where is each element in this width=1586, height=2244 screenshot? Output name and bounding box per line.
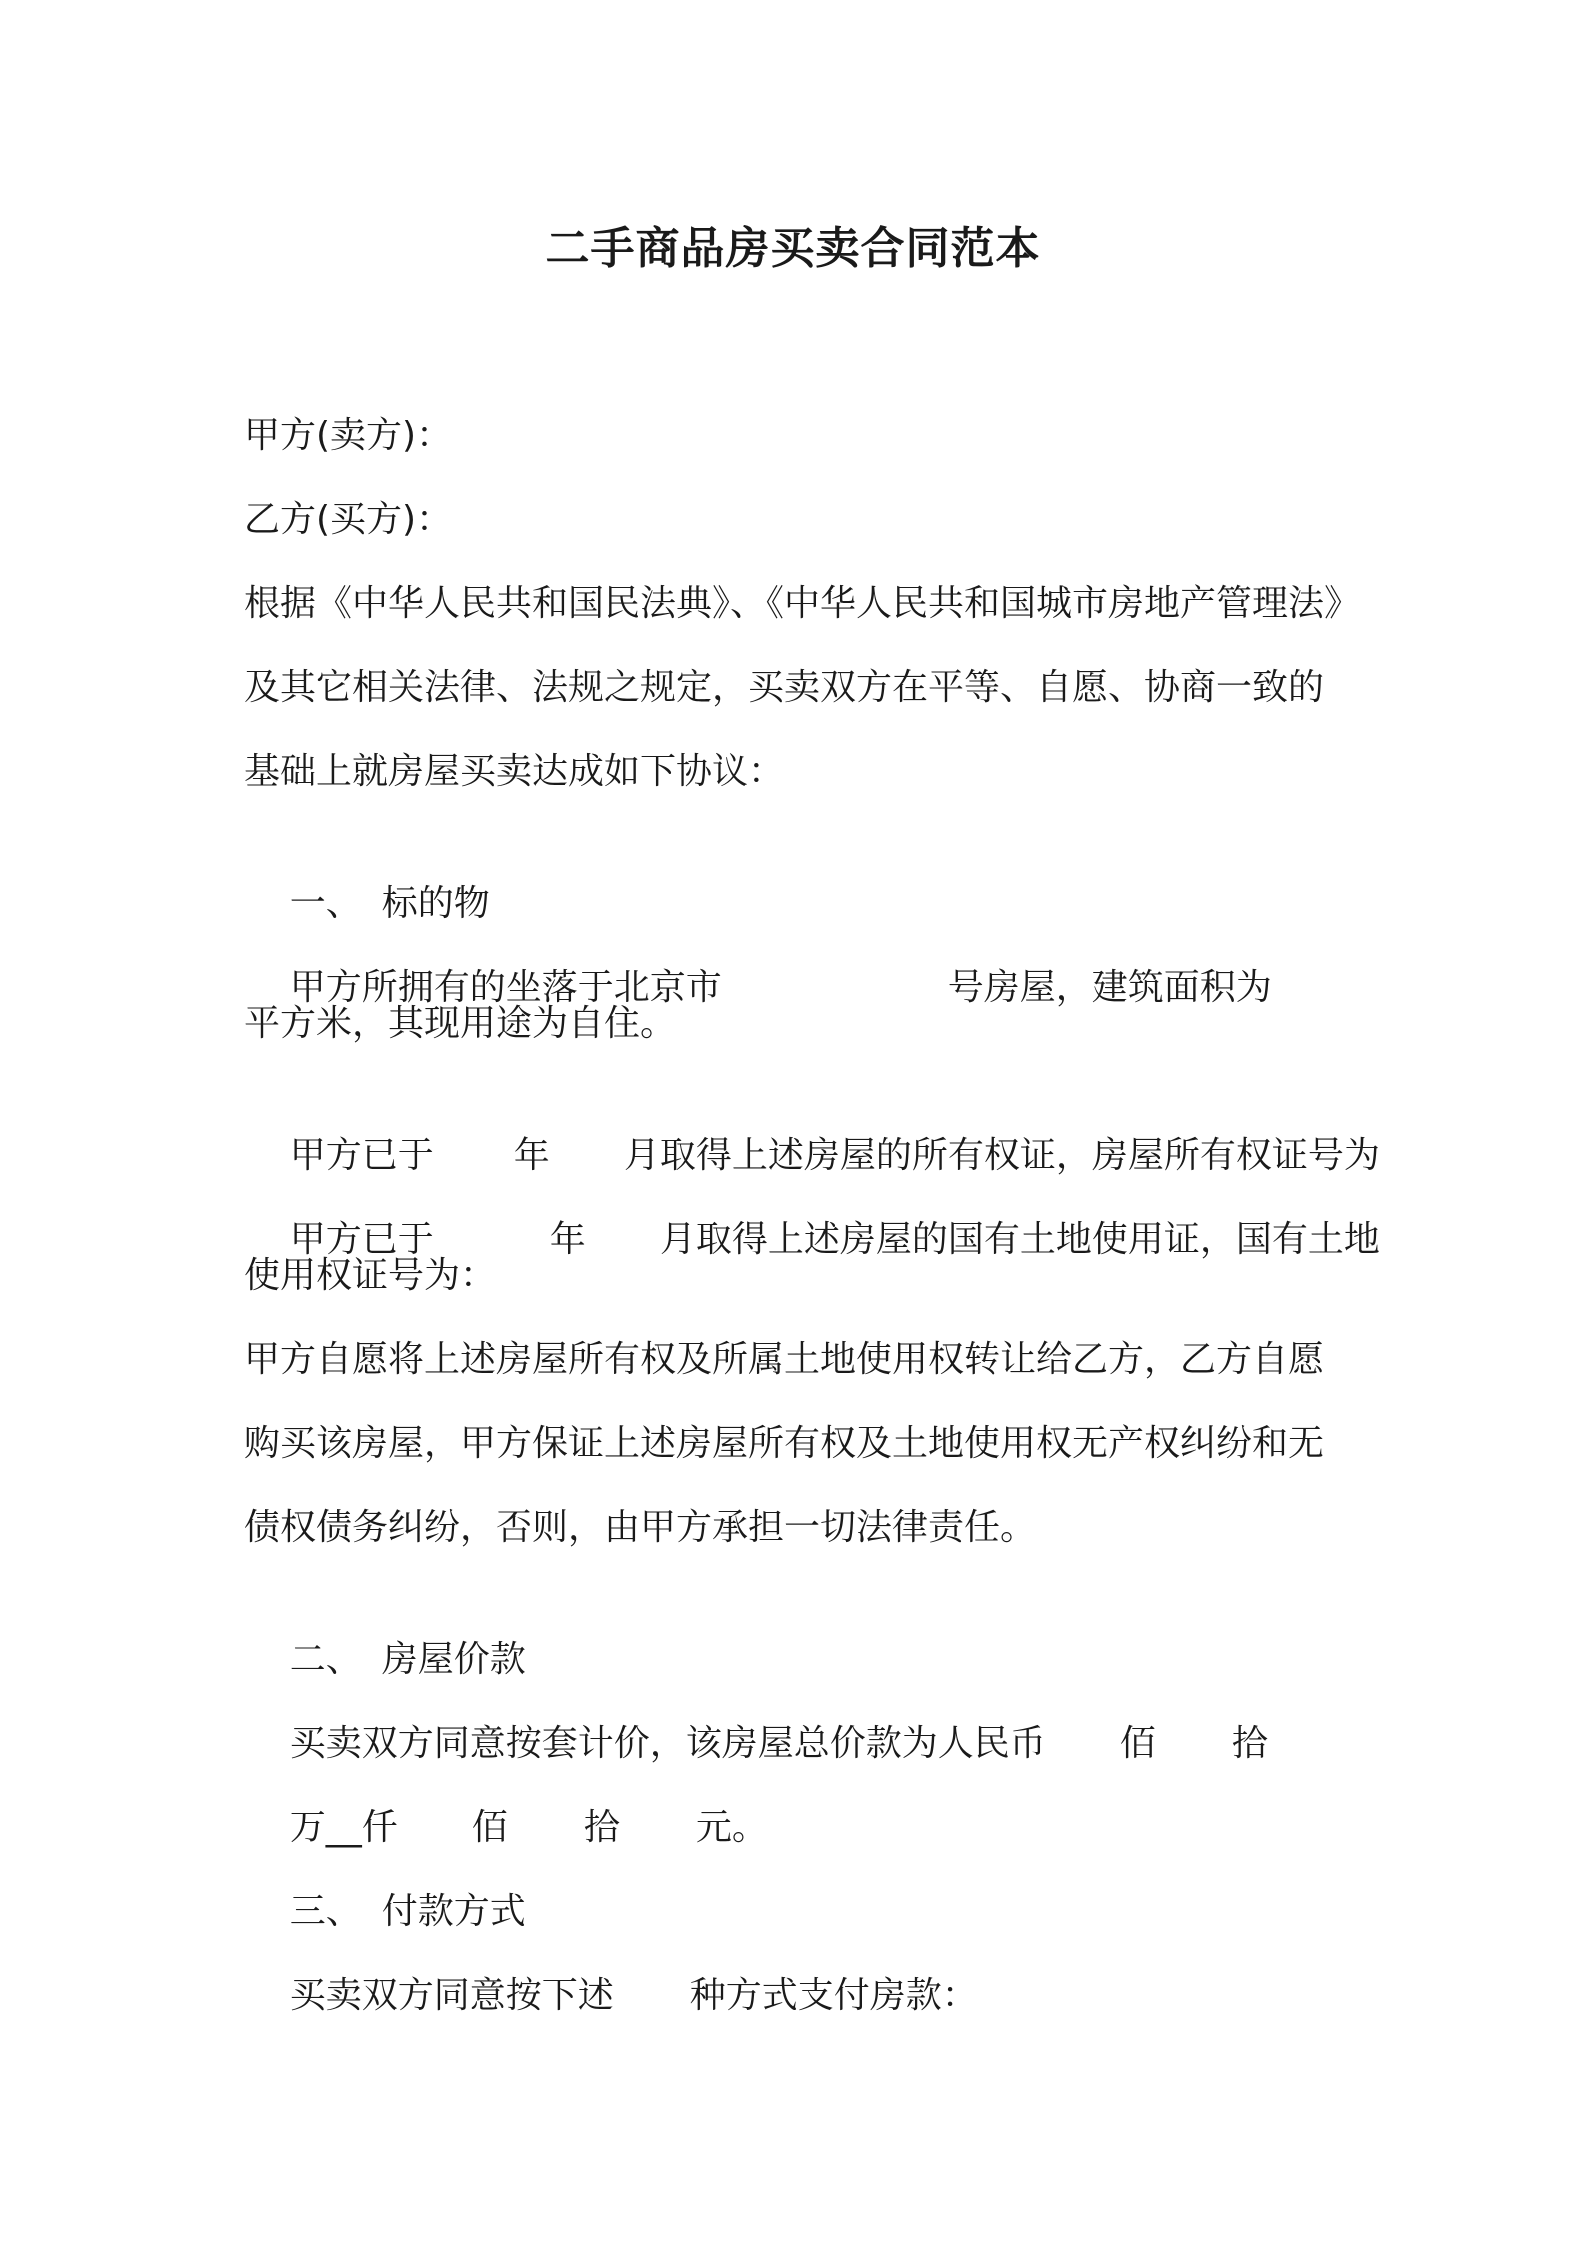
intro-line-3: 基础上就房屋买卖达成如下协议： bbox=[244, 751, 785, 792]
s1-text: 月取得上述房屋的国有土地使用证，国有土地 bbox=[659, 1219, 1380, 1260]
s2-text: 拾 bbox=[1231, 1723, 1268, 1764]
section-1-title: 标的物 bbox=[381, 883, 490, 924]
s2-text: 买卖双方同意按套计价，该房屋总价款为人民币 bbox=[289, 1723, 1046, 1764]
s2-text: 元。 bbox=[695, 1807, 768, 1848]
section-3-number: 三、 bbox=[289, 1891, 362, 1932]
s1-text: 年 bbox=[513, 1135, 550, 1176]
s1-line-2: 平方米，其现用途为自住。 bbox=[244, 1003, 677, 1044]
section-3-title: 付款方式 bbox=[381, 1891, 526, 1932]
s1-text: 月取得上述房屋的所有权证，房屋所有权证号为 bbox=[623, 1135, 1380, 1176]
s3-text: 种方式支付房款： bbox=[689, 1975, 978, 2016]
section-2-title: 房屋价款 bbox=[381, 1639, 526, 1680]
s1-text: 号房屋，建筑面积为 bbox=[947, 967, 1272, 1008]
s2-text: 拾 bbox=[583, 1807, 620, 1848]
section-1-number: 一、 bbox=[289, 883, 362, 924]
s1-line-8: 债权债务纠纷，否则，由甲方承担一切法律责任。 bbox=[244, 1507, 1037, 1548]
s3-text: 买卖双方同意按下述 bbox=[289, 1975, 614, 2016]
s2-text: 万__仟 bbox=[289, 1807, 398, 1848]
section-2-number: 二、 bbox=[289, 1639, 362, 1680]
seller-label: 甲方(卖方)： bbox=[244, 415, 453, 456]
document-title: 二手商品房买卖合同范本 bbox=[545, 223, 1041, 274]
intro-line-1: 根据《中华人民共和国民法典》、《中华人民共和国城市房地产管理法》 bbox=[244, 583, 1361, 624]
s2-text: 佰 bbox=[471, 1807, 508, 1848]
s1-text: 年 bbox=[549, 1219, 586, 1260]
s1-line-5: 使用权证号为： bbox=[244, 1255, 497, 1296]
s3-line-1 bbox=[244, 1924, 978, 2068]
s1-text: 甲方已于 bbox=[289, 1135, 434, 1176]
s2-text: 佰 bbox=[1119, 1723, 1156, 1764]
s1-text: 甲方已于 bbox=[289, 1219, 434, 1260]
s1-line-6: 甲方自愿将上述房屋所有权及所属土地使用权转让给乙方，乙方自愿 bbox=[244, 1339, 1325, 1380]
intro-line-2: 及其它相关法律、法规之规定，买卖双方在平等、自愿、协商一致的 bbox=[244, 667, 1325, 708]
s1-line-7: 购买该房屋，甲方保证上述房屋所有权及土地使用权无产权纠纷和无 bbox=[244, 1423, 1325, 1464]
buyer-label: 乙方(买方)： bbox=[244, 499, 453, 540]
s1-text: 甲方所拥有的坐落于北京市 bbox=[289, 967, 722, 1008]
